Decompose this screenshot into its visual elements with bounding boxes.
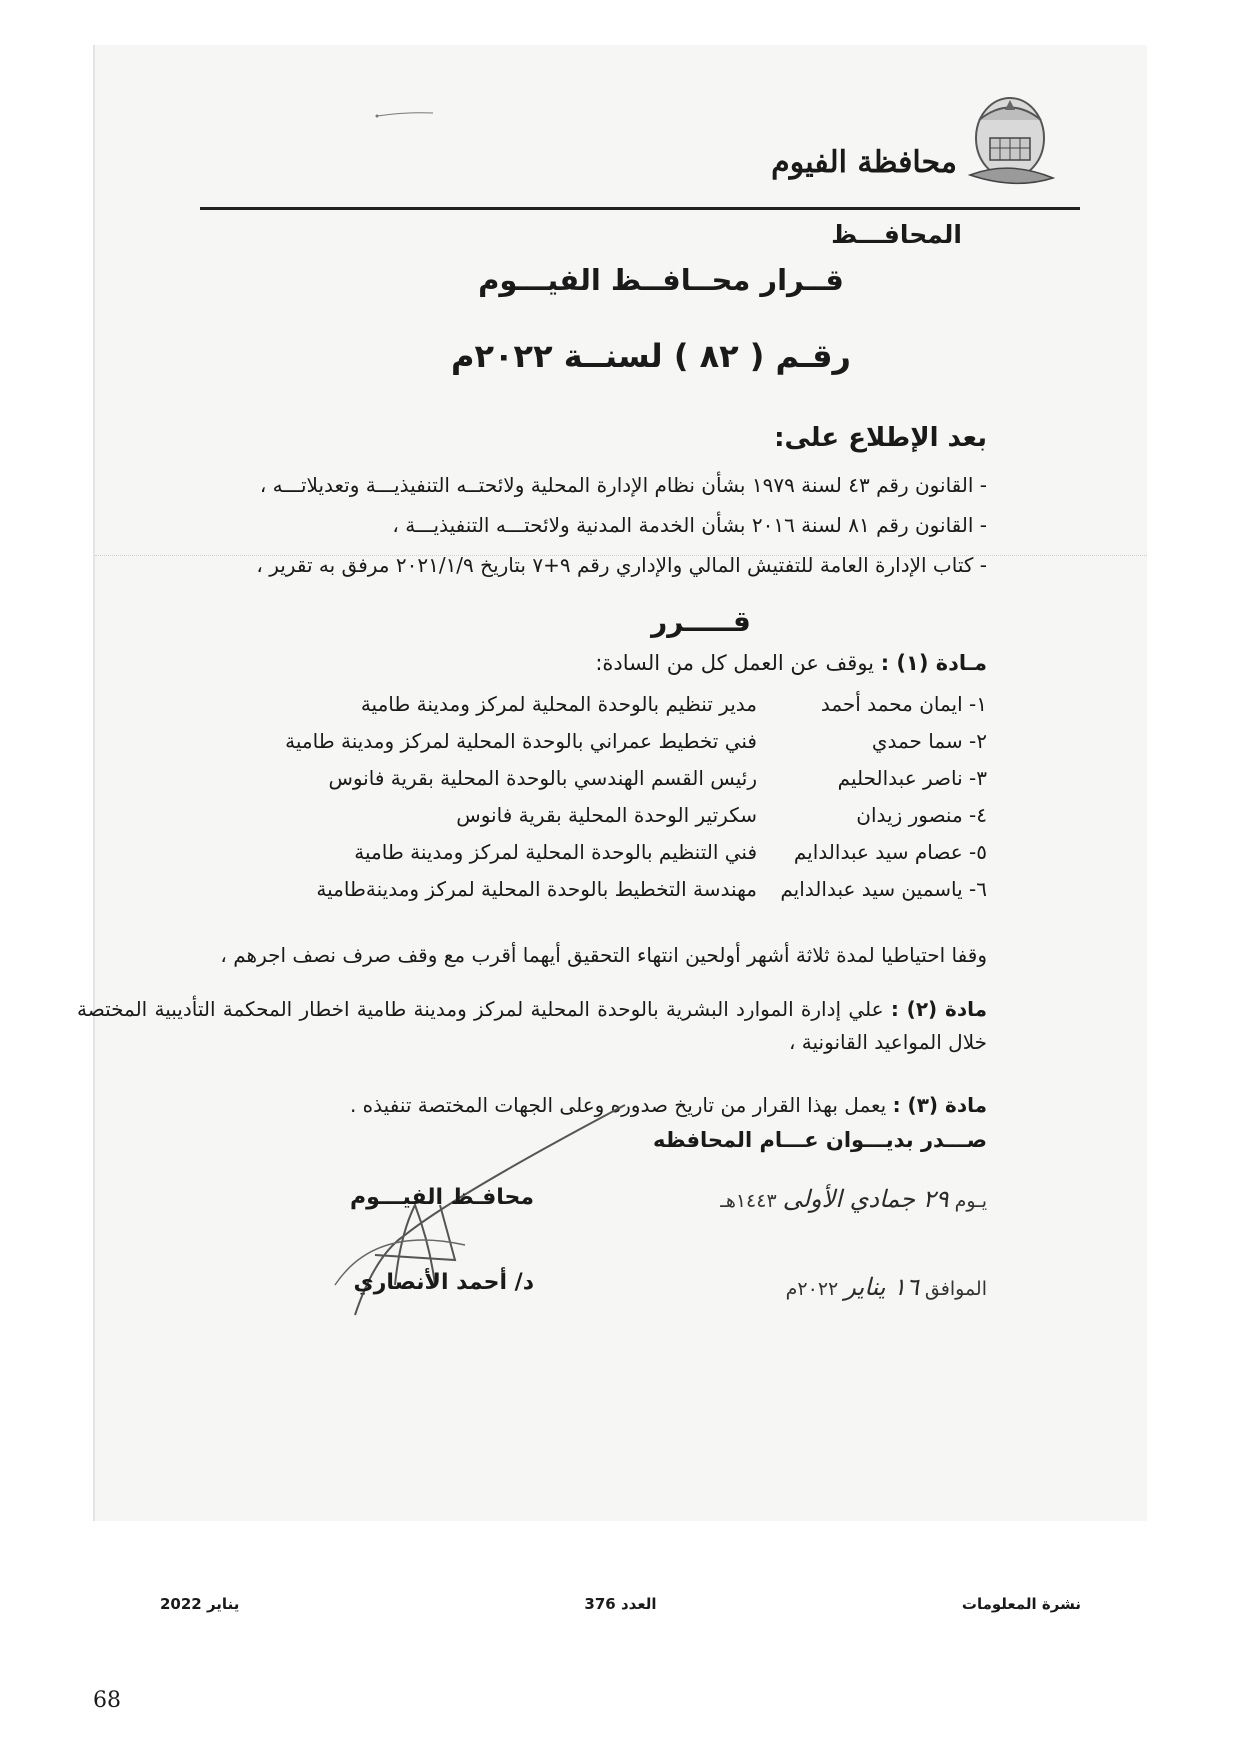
publication-name: نشرة المعلومات (961, 1595, 1081, 1613)
article-2-label: مادة (٢) : (890, 997, 988, 1021)
issued-at: صـــدر بديـــوان عـــام المحافظه (653, 1128, 987, 1152)
preamble-heading: بعد الإطلاع على: (774, 423, 987, 453)
page-footer (160, 1595, 1081, 1619)
gregorian-prefix: الموافق (924, 1278, 987, 1300)
header-divider (200, 207, 1080, 210)
hijri-date (687, 1185, 987, 1225)
article-1 (595, 651, 987, 675)
pen-mark (375, 110, 435, 118)
staff-name: ٢- سما حمدي (871, 728, 987, 753)
scanned-page (77, 45, 1147, 1521)
decree-title: قــرار محــافــظ الفيـــوم (478, 263, 844, 297)
issue-date: يناير 2022 (160, 1595, 240, 1613)
decision-heading: قـــــرر (651, 605, 751, 638)
preamble-item: - كتاب الإدارة العامة للتفتيش المالي والإداري رقم ٩+٧ بتاريخ ٢٠٢١/١/٩ مرفق به تقرير ، (256, 553, 987, 577)
office-label: المحافـــظ (831, 220, 962, 249)
staff-position: مهندسة التخطيط بالوحدة المحلية لمركز ومدينةطامية (316, 876, 757, 901)
page-number: 68 (93, 1688, 121, 1713)
staff-name: ٥- عصام سيد عبدالدايم (793, 839, 987, 864)
hijri-handwritten: ٢٩ جمادي الأولى (782, 1185, 949, 1213)
signatory-name: د/ أحمد الأنصاري (353, 1270, 534, 1295)
staff-position: سكرتير الوحدة المحلية بقرية فانوس (456, 802, 757, 827)
staff-row (267, 722, 987, 759)
staff-row (267, 685, 987, 722)
staff-name: ٦- ياسمين سيد عبدالدايم (780, 876, 987, 901)
hijri-year: ١٤٤٣هـ (720, 1190, 777, 1212)
staff-name: ٤- منصور زيدان (856, 802, 987, 827)
staff-position: مدير تنظيم بالوحدة المحلية لمركز ومدينة طامية (360, 691, 757, 716)
article-3-text: يعمل بهذا القرار من تاريخ صدوره وعلى الجهات المختصة تنفيذه . (349, 1093, 887, 1117)
staff-position: رئيس القسم الهندسي بالوحدة المحلية بقرية فانوس (328, 765, 757, 790)
staff-position: فني التنظيم بالوحدة المحلية لمركز ومدينة طامية (354, 839, 757, 864)
staff-row (267, 833, 987, 870)
decree-number: رقـم ( ٨٢ ) لسنــة ٢٠٢٢م (451, 337, 851, 375)
preamble-item: - القانون رقم ٤٣ لسنة ١٩٧٩ بشأن نظام الإدارة المحلية ولائحتــه التنفيذيـــة وتعديلاتـــه ، (259, 473, 987, 497)
staff-row (267, 759, 987, 796)
staff-name: ٣- ناصر عبدالحليم (837, 765, 987, 790)
article-3-label: مادة (٣) : (892, 1093, 987, 1117)
suspended-staff-table (267, 685, 987, 907)
gregorian-handwritten: ١٦ يناير (844, 1273, 919, 1301)
article-1-label: مـادة (١) : (880, 651, 987, 675)
gregorian-year: ٢٠٢٢م (785, 1278, 839, 1300)
hijri-prefix: يـوم (954, 1190, 987, 1212)
article-2-text: علي إدارة الموارد البشرية بالوحدة المحلية لمركز ومدينة طامية اخطار المحكمة التأديبية المختصة خلال المواعيد القانونية ، (77, 997, 987, 1054)
staff-name: ١- ايمان محمد أحمد (820, 691, 987, 716)
article-2 (77, 993, 987, 1059)
issue-number: العدد 376 (584, 1595, 657, 1613)
scan-artifact-line (95, 555, 1147, 556)
staff-row (267, 870, 987, 907)
governorate-name: محافظة الفيوم (771, 145, 957, 180)
signatory-title: محافـظ الفيـــوم (350, 1185, 534, 1210)
gregorian-date (687, 1273, 987, 1313)
signatory-block (350, 1185, 534, 1295)
fayoum-governorate-logo (965, 90, 1055, 200)
staff-row (267, 796, 987, 833)
staff-position: فني تخطيط عمراني بالوحدة المحلية لمركز ومدينة طامية (285, 728, 757, 753)
preamble-item: - القانون رقم ٨١ لسنة ٢٠١٦ بشأن الخدمة المدنية ولائحتـــه التنفيذيـــة ، (392, 513, 987, 537)
date-block (687, 1185, 987, 1361)
preamble-list (167, 465, 987, 585)
article-1-text: يوقف عن العمل كل من السادة: (595, 651, 875, 675)
suspension-note: وقفا احتياطيا لمدة ثلاثة أشهر أولحين انتهاء التحقيق أيهما أقرب مع وقف صرف نصف اجرهم ، (220, 943, 987, 967)
